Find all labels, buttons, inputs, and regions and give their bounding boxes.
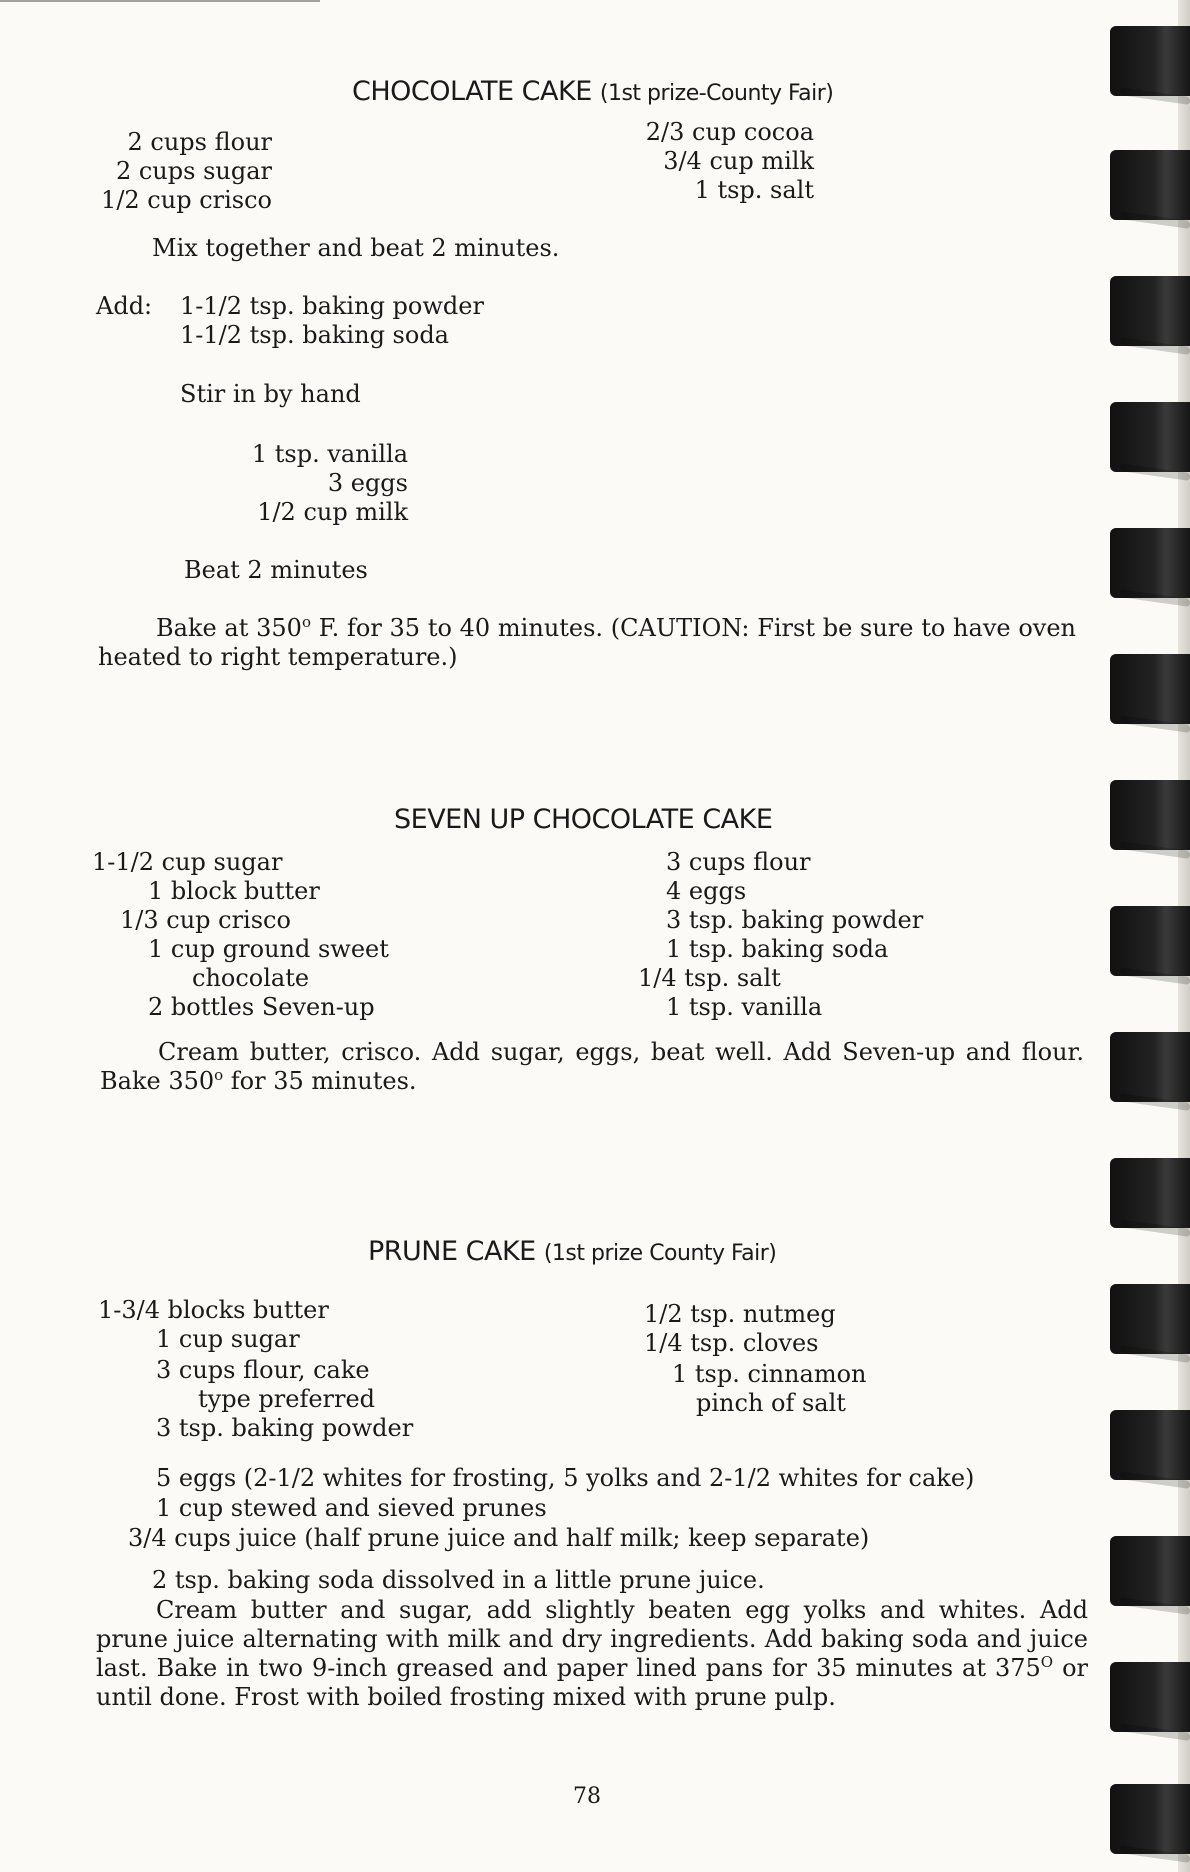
ingredient: 3 cups flour bbox=[666, 848, 811, 876]
ingredient: pinch of salt bbox=[696, 1389, 846, 1417]
instruction-step: Stir in by hand bbox=[180, 380, 361, 408]
add-label: Add: bbox=[96, 292, 153, 320]
ingredient: 1-3/4 blocks butter bbox=[98, 1296, 329, 1324]
ingredient: 2 bottles Seven-up bbox=[148, 993, 375, 1021]
top-rule bbox=[0, 0, 320, 2]
ingredients-right bbox=[638, 848, 923, 1022]
method-text: Cream butter and sugar, add slightly beaten egg yolks and whites. Add prune juice alternating with milk and dry ingredients. Add baking soda and juice last. Bake in two 9-inch greased and paper lined pans for 35 minutes at 375 bbox=[96, 1596, 1088, 1682]
ingredient: 1/3 cup crisco bbox=[120, 906, 291, 934]
binding-ring bbox=[1110, 1158, 1190, 1228]
instruction-step: Mix together and beat 2 minutes. bbox=[152, 234, 560, 262]
binding-ring bbox=[1110, 1032, 1190, 1102]
binding-ring bbox=[1110, 780, 1190, 850]
ingredient: 1-1/2 cup sugar bbox=[92, 848, 283, 876]
binding-ring bbox=[1110, 26, 1190, 96]
binding-ring bbox=[1110, 402, 1190, 472]
method-instructions bbox=[100, 1038, 1084, 1096]
bake-text: F. for 35 to 40 minutes. (CAUTION: First be sure to have oven heated to right temperature.) bbox=[98, 614, 1076, 671]
binding-ring bbox=[1110, 528, 1190, 598]
bake-instructions bbox=[98, 614, 1076, 672]
ingredients-left bbox=[92, 848, 389, 1022]
method-text: or until done. Frost with boiled frosting mixed with prune pulp. bbox=[96, 1654, 1088, 1711]
method-text: Cream butter, crisco. Add sugar, eggs, beat well. Add Seven-up and flour. Bake 350 bbox=[100, 1038, 1084, 1095]
spiral-binding bbox=[1100, 0, 1190, 1872]
recipe-title-note: (1st prize County Fair) bbox=[543, 1241, 777, 1266]
degree-mark: o bbox=[214, 1066, 224, 1084]
ingredient: 3 cups flour, cake bbox=[156, 1356, 370, 1384]
bake-text: Bake at 350 bbox=[156, 614, 302, 642]
recipe-title-main: SEVEN UP CHOCOLATE CAKE bbox=[394, 804, 773, 835]
recipe-title-seven-up-cake bbox=[394, 804, 772, 835]
binding-ring bbox=[1110, 1536, 1190, 1606]
binding-ring bbox=[1110, 276, 1190, 346]
ingredient: 1 cup sugar bbox=[156, 1325, 300, 1353]
ingredient: 1-1/2 tsp. baking powder bbox=[180, 292, 484, 320]
ingredient-line: 1 cup stewed and sieved prunes bbox=[156, 1494, 547, 1522]
instruction-step: Beat 2 minutes bbox=[184, 556, 368, 584]
recipe-title-chocolate-cake bbox=[352, 76, 833, 107]
binding-ring bbox=[1110, 1784, 1190, 1854]
ingredient: 1-1/2 tsp. baking soda bbox=[180, 321, 449, 349]
binding-ring bbox=[1110, 654, 1190, 724]
ingredient: 3 tsp. baking powder bbox=[666, 906, 924, 934]
ingredient: 1/2 cup crisco bbox=[101, 186, 272, 214]
ingredient: chocolate bbox=[192, 964, 310, 992]
binding-ring bbox=[1110, 150, 1190, 220]
stir-items bbox=[206, 440, 408, 527]
recipe-title-main: PRUNE CAKE bbox=[368, 1236, 536, 1267]
ingredient: 3 eggs bbox=[327, 469, 408, 497]
degree-mark: O bbox=[1040, 1653, 1054, 1671]
binding-ring bbox=[1110, 1410, 1190, 1480]
ingredients-right bbox=[634, 118, 814, 205]
ingredient: 1/4 tsp. cloves bbox=[644, 1329, 819, 1357]
ingredient: 1 tsp. vanilla bbox=[251, 440, 408, 468]
ingredient: 4 eggs bbox=[666, 877, 747, 905]
ingredient: 1 block butter bbox=[148, 877, 320, 905]
ingredient: 2/3 cup cocoa bbox=[645, 118, 814, 146]
ingredients-left bbox=[98, 1296, 413, 1443]
ingredient: 3 tsp. baking powder bbox=[156, 1414, 414, 1442]
ingredient: 1 tsp. cinnamon bbox=[672, 1360, 867, 1388]
ingredients-right bbox=[644, 1300, 866, 1418]
ingredient: 1 tsp. vanilla bbox=[666, 993, 823, 1021]
binding-ring bbox=[1110, 906, 1190, 976]
method-text: for 35 minutes. bbox=[223, 1067, 417, 1095]
recipe-title-prune-cake bbox=[368, 1236, 776, 1267]
ingredient: 2 cups sugar bbox=[115, 157, 272, 185]
add-items bbox=[180, 292, 484, 350]
ingredient: 1 cup ground sweet bbox=[148, 935, 389, 963]
recipe-title-note: (1st prize-County Fair) bbox=[599, 81, 834, 106]
ingredient: 3/4 cup milk bbox=[663, 147, 814, 175]
ingredient: 2 cups flour bbox=[127, 128, 272, 156]
degree-mark: o bbox=[301, 613, 311, 631]
ingredient: 1/4 tsp. salt bbox=[638, 964, 781, 992]
ingredient-line: 3/4 cups juice (half prune juice and half milk; keep separate) bbox=[128, 1524, 870, 1552]
page-number: 78 bbox=[573, 1784, 601, 1809]
binding-ring bbox=[1110, 1284, 1190, 1354]
ingredient: 1/2 cup milk bbox=[257, 498, 408, 526]
ingredients-left bbox=[86, 128, 272, 215]
binding-ring bbox=[1110, 1662, 1190, 1732]
recipe-title-main: CHOCOLATE CAKE bbox=[352, 76, 592, 107]
ingredient: 1/2 tsp. nutmeg bbox=[644, 1300, 836, 1328]
ingredient: 1 tsp. salt bbox=[694, 176, 814, 204]
ingredient: type preferred bbox=[198, 1385, 376, 1413]
ingredient: 1 tsp. baking soda bbox=[666, 935, 889, 963]
ingredient-line: 2 tsp. baking soda dissolved in a little prune juice. bbox=[152, 1566, 765, 1594]
ingredient-line: 5 eggs (2-1/2 whites for frosting, 5 yolks and 2-1/2 whites for cake) bbox=[156, 1464, 975, 1492]
method-instructions bbox=[96, 1596, 1088, 1712]
